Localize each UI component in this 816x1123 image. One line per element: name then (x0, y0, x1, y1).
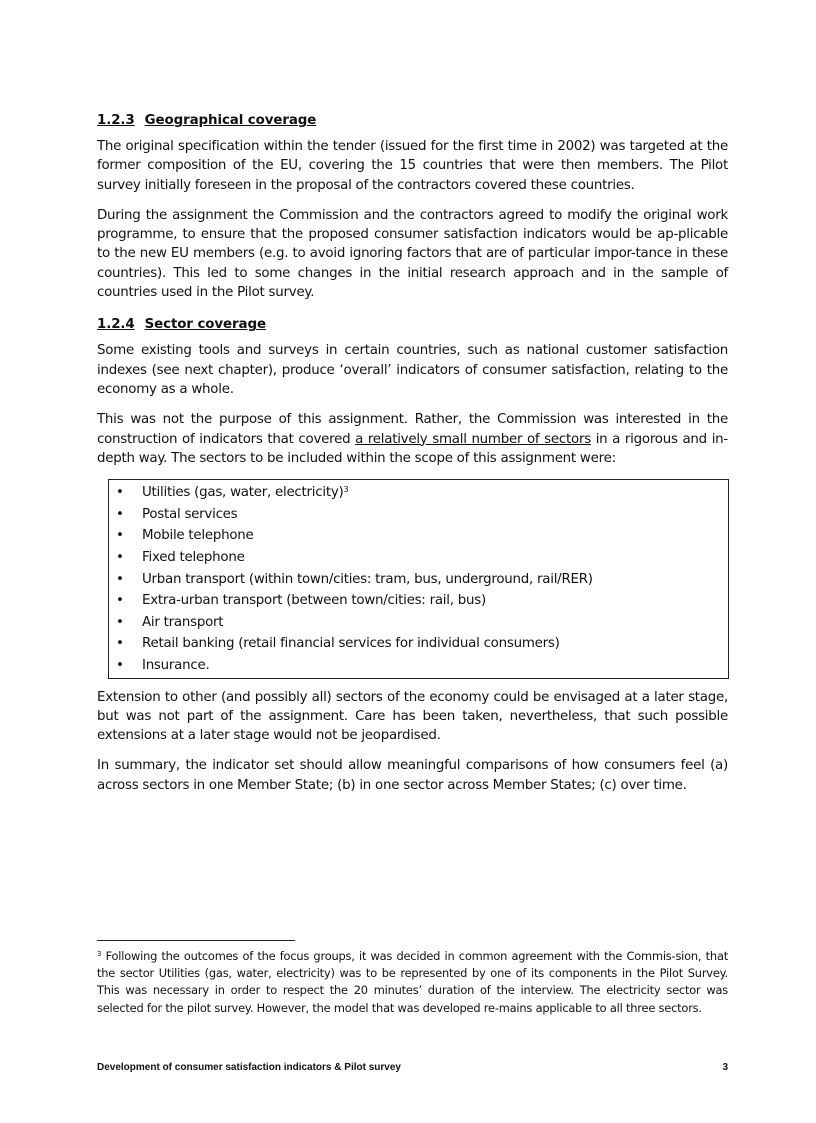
bullet-icon: • (116, 657, 124, 673)
text-run: in a rigorous and in-depth way. The sectors to be included within the scope of this assignment were: (97, 431, 728, 466)
list-item-label: Postal services (142, 506, 238, 522)
bullet-icon: • (116, 485, 124, 501)
bullet-icon: • (116, 614, 124, 630)
paragraph: Extension to other (and possibly all) sectors of the economy could be envisaged at a later stage, but was not part of the assignment. Care has been taken, nevertheless, that such possible extensions at a later stage would not be jeopardised. (97, 689, 728, 744)
paragraph: The original specification within the tender (issued for the first time in 2002) was targeted at the former composition of the EU, covering the 15 countries that were then members. The Pilot survey initially foreseen in the proposal of the contractors covered these countries. (97, 139, 728, 193)
footnote-ref[interactable]: 3 (343, 485, 349, 495)
section-title: Sector coverage (144, 317, 266, 333)
list-item (109, 504, 728, 526)
list-item-label: Air transport (142, 614, 224, 630)
paragraph: Some existing tools and surveys in certain countries, such as national customer satisfaction indexes (see next chapter), produce ‘overall’ indicators of consumer satisfaction, relating to the economy as a whole. (97, 343, 728, 397)
footer-title: Development of consumer satisfaction indicators & Pilot survey (97, 1062, 401, 1073)
list-item (109, 482, 728, 504)
list-item (109, 633, 728, 655)
list-item (109, 525, 728, 547)
paragraph (97, 410, 728, 468)
section-number: 1.2.4 (97, 317, 135, 333)
list-item-label: Utilities (gas, water, electricity) (142, 485, 344, 501)
list-item (109, 590, 728, 612)
sectors-list (109, 482, 728, 676)
section-heading-geographical-coverage (97, 112, 728, 130)
bullet-icon: • (116, 549, 124, 565)
page-footer (97, 1062, 728, 1073)
list-item-label: Urban transport (within town/cities: tram, bus, underground, rail/RER) (142, 571, 593, 587)
paragraph: In summary, the indicator set should allow meaningful comparisons of how consumers feel (a) across sectors in one Member State; (b) in one sector across Member States; (c) over time. (97, 758, 728, 793)
underlined-emphasis: a relatively small number of sectors (355, 431, 591, 447)
list-item (109, 547, 728, 569)
bullet-icon: • (116, 528, 124, 544)
footnote-number: 3 (97, 950, 102, 958)
section-heading-sector-coverage (97, 316, 728, 334)
section-title: Geographical coverage (144, 113, 317, 128)
footnote (97, 948, 728, 1017)
list-item-label: Mobile telephone (142, 528, 254, 544)
text-run: This was not the purpose of this assignment. Rather, the Commission was interested in the construction of indicators that covered (97, 412, 728, 447)
bullet-icon: • (116, 636, 124, 652)
bullet-icon: • (116, 506, 124, 522)
section-number: 1.2.3 (97, 113, 135, 128)
list-item (109, 569, 728, 591)
page-content (97, 112, 728, 806)
bullet-icon: • (116, 593, 124, 609)
list-item (109, 655, 728, 677)
list-item-label: Retail banking (retail financial services for individual consumers) (142, 636, 560, 652)
page-number: 3 (722, 1062, 728, 1073)
list-item-label: Extra-urban transport (between town/cities: rail, bus) (142, 593, 486, 609)
list-item (109, 612, 728, 634)
list-item-label: Fixed telephone (142, 549, 245, 565)
paragraph: During the assignment the Commission and the contractors agreed to modify the original work programme, to ensure that the proposed consumer satisfaction indicators would be ap-plicable to the new EU members (e.g. to avoid ignoring factors that are of particular impor-tance in these countries). This led to some changes in the initial research approach and in the sample of countries used in the Pilot survey. (97, 207, 728, 301)
bullet-icon: • (116, 571, 124, 587)
sectors-box (108, 479, 729, 678)
footnote-separator (97, 940, 295, 941)
footnote-text: Following the outcomes of the focus groups, it was decided in common agreement with the Commis-sion, that the sector Utilities (gas, water, electricity) was to be represented by one of its components in the Pilot Survey. This was necessary in order to respect the 20 minutes’ duration of the interview. The electricity sector was selected for the pilot survey. However, the model that was developed re-mains applicable to all three sectors. (97, 949, 728, 1015)
list-item-label: Insurance. (142, 657, 210, 673)
